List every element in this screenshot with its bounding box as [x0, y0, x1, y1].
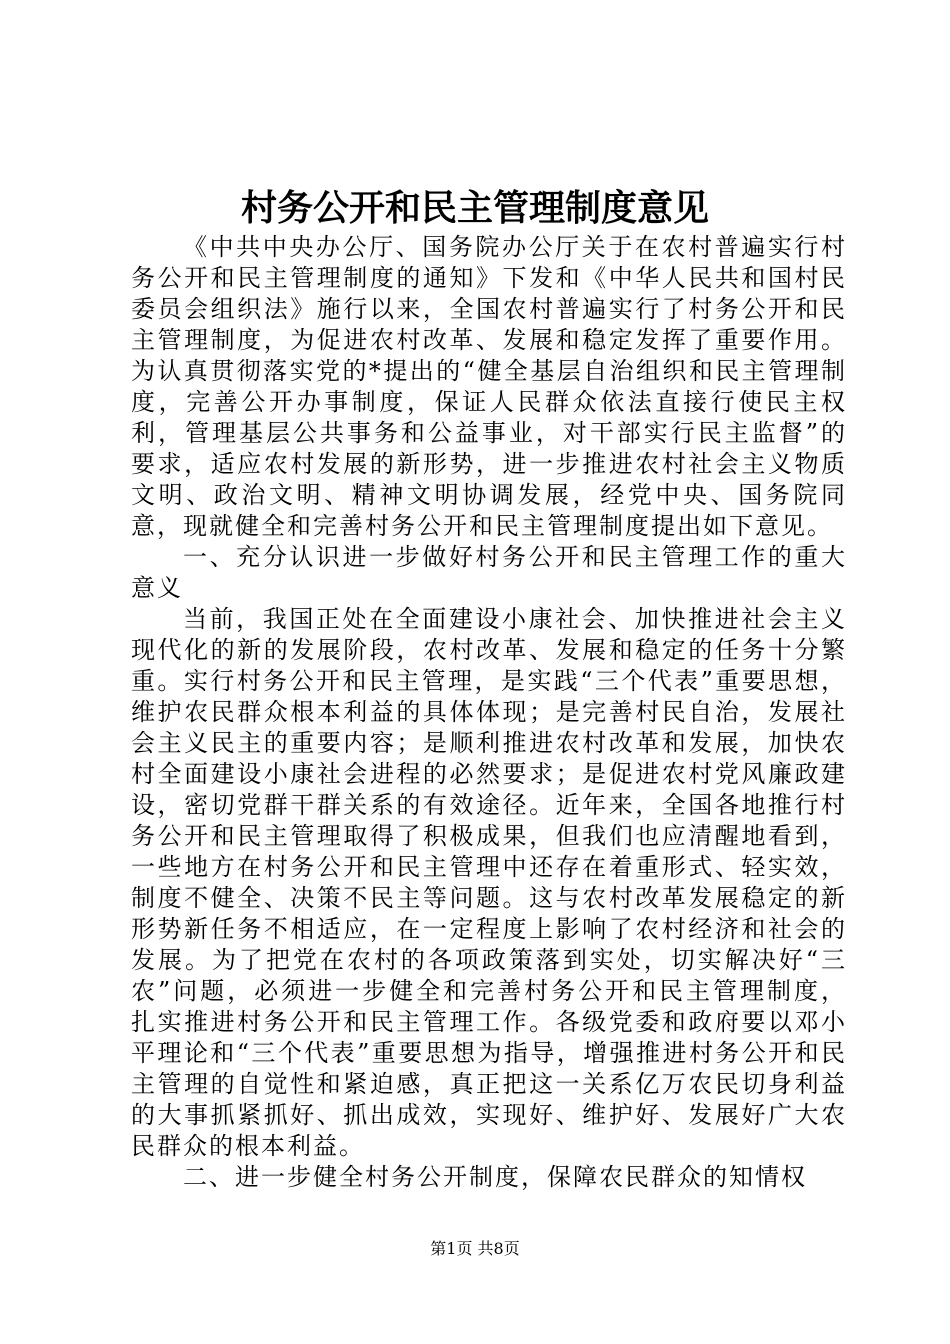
section-heading-1: 一、充分认识进一步做好村务公开和民主管理工作的重大意义 [131, 543, 847, 602]
document-body [131, 232, 847, 1193]
paragraph-intro: 《中共中央办公厅、国务院办公厅关于在农村普遍实行村务公开和民主管理制度的通知》下发和《中华人民共和国村民委员会组织法》施行以来，全国农村普遍实行了村务公开和民主管理制度，为促进农村改革、发展和稳定发挥了重要作用。为认真贯彻落实党的*提出的“健全基层自治组织和民主管理制度，完善公开办事制度，保证人民群众依法直接行使民主权利，管理基层公共事务和公益事业，对干部实行民主监督”的要求，适应农村发展的新形势，进一步推进农村社会主义物质文明、政治文明、精神文明协调发展，经党中央、国务院同意，现就健全和完善村务公开和民主管理制度提出如下意见。 [131, 233, 847, 540]
section-heading-2: 二、进一步健全村务公开制度，保障农民群众的知情权 [183, 1163, 807, 1191]
paragraph-section-1: 当前，我国正处在全面建设小康社会、加快推进社会主义现代化的新的发展阶段，农村改革、发展和稳定的任务十分繁重。实行村务公开和民主管理，是实践“三个代表”重要思想，维护农民群众根本利益的具体体现；是完善村民自治，发展社会主义民主的重要内容；是顺利推进农村改革和发展，加快农村全面建设小康社会进程的必然要求；是促进农村党风廉政建设，密切党群干群关系的有效途径。近年来，全国各地推行村务公开和民主管理取得了积极成果，但我们也应清醒地看到，一些地方在村务公开和民主管理中还存在着重形式、轻实效，制度不健全、决策不民主等问题。这与农村改革发展稳定的新形势新任务不相适应，在一定程度上影响了农村经济和社会的发展。为了把党在农村的各项政策落到实处，切实解决好“三农”问题，必须进一步健全和完善村务公开和民主管理制度，扎实推进村务公开和民主管理工作。各级党委和政府要以邓小平理论和“三个代表”重要思想为指导，增强推进村务公开和民主管理的自觉性和紧迫感，真正把这一关系亿万农民切身利益的大事抓紧抓好、抓出成效，实现好、维护好、发展好广大农民群众的根本利益。 [131, 605, 847, 1160]
page-number-footer: 第1页 共8页 [430, 1239, 520, 1258]
page-title: 村务公开和民主管理制度意见 [240, 187, 709, 229]
